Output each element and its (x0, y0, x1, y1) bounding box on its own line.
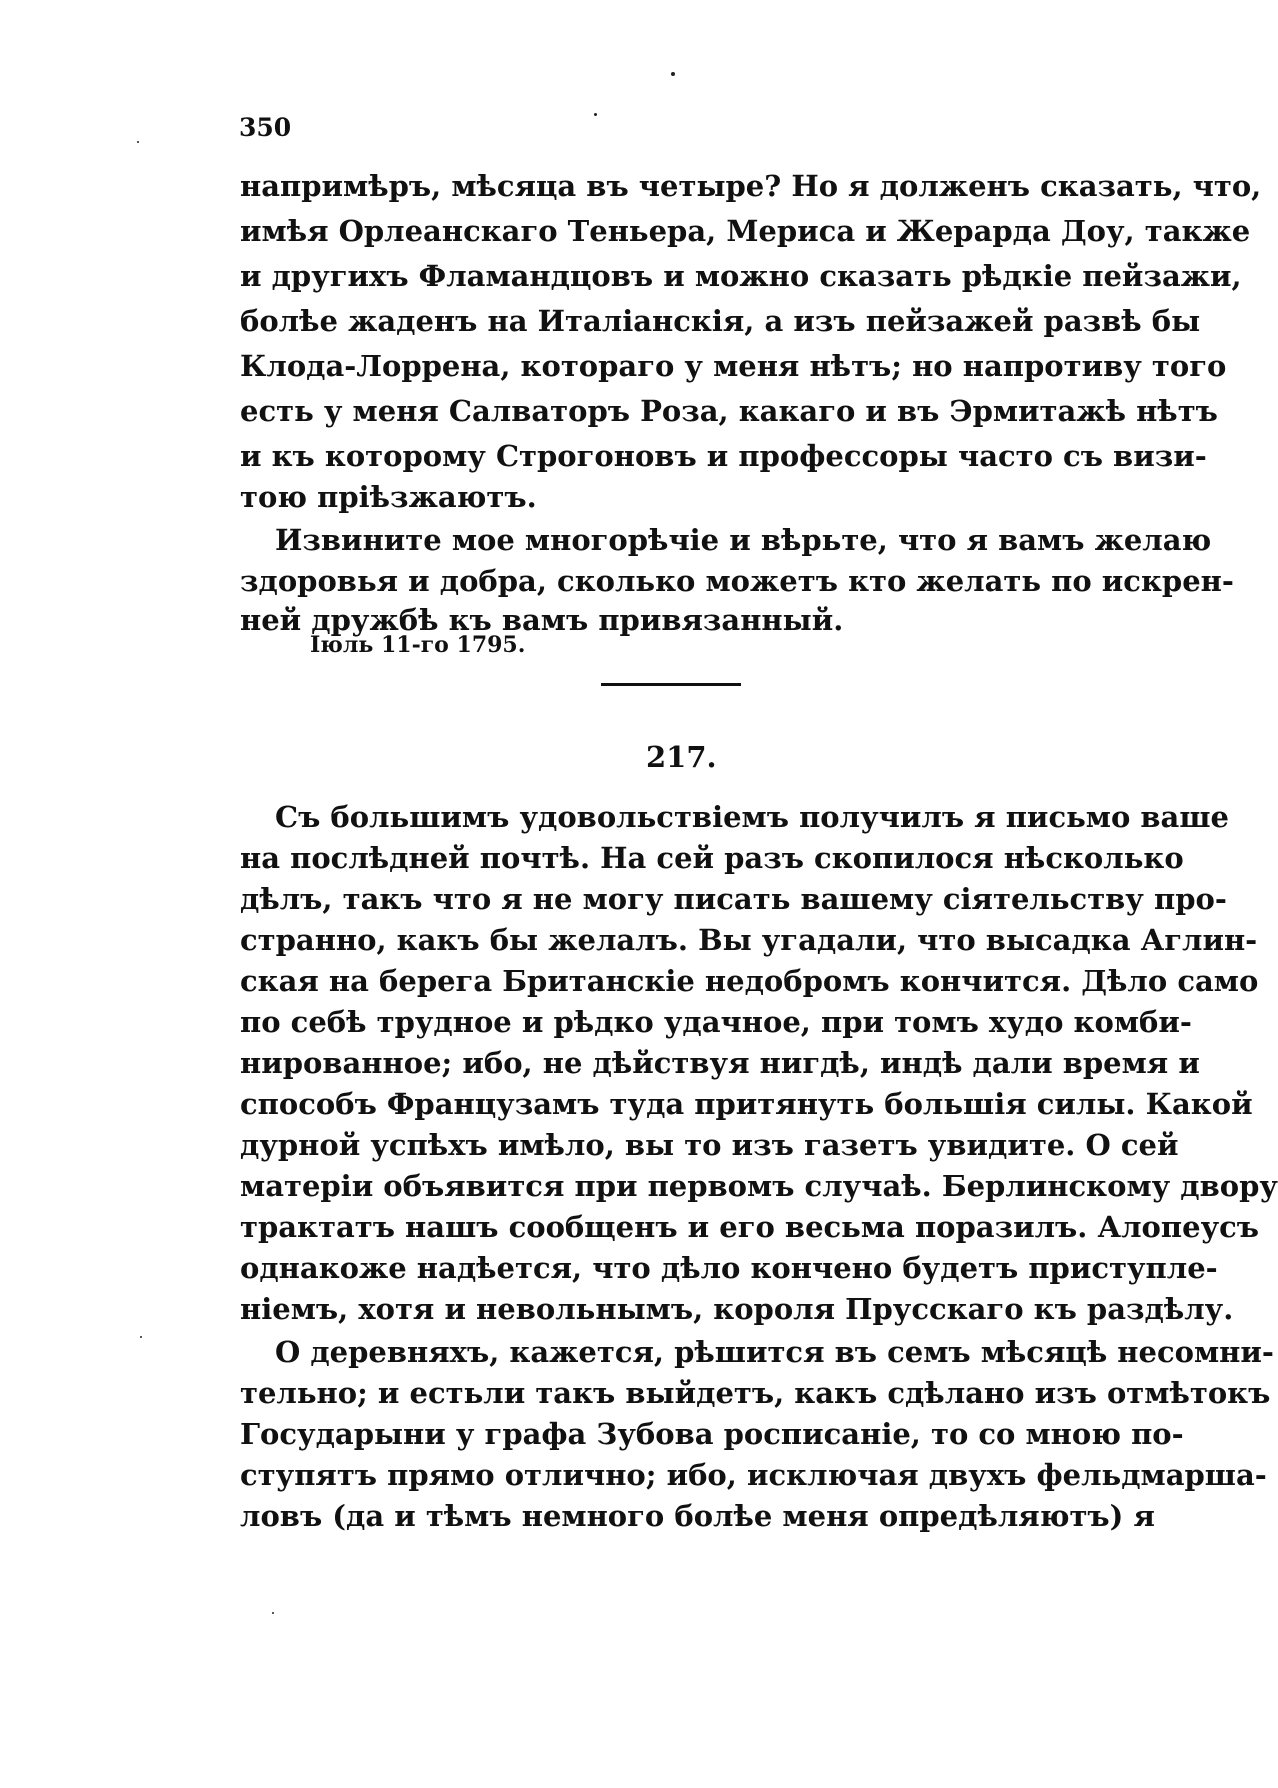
text-line: Извините мое многорѣчіе и вѣрьте, что я вамъ желаю (275, 523, 1212, 557)
scan-speck (671, 72, 675, 76)
text-line: Клода-Лоррена, котораго у меня нѣтъ; но напротиву того (240, 349, 1227, 383)
text-line: ступятъ прямо отлично; ибо, исключая двухъ фельдмарша- (240, 1458, 1267, 1492)
text-line: странно, какъ бы желалъ. Вы угадали, что высадка Аглин- (240, 923, 1258, 957)
text-line: О деревняхъ, кажется, рѣшится въ семъ мѣсяцѣ несомни- (275, 1335, 1274, 1369)
letter-number: 217. (646, 740, 717, 774)
text-line: ловъ (да и тѣмъ немного болѣе меня опредѣляютъ) я (240, 1499, 1155, 1533)
text-line: болѣе жаденъ на Италіанскія, а изъ пейзажей развѣ бы (240, 304, 1201, 338)
letter-date: Іюль 11-го 1795. (310, 632, 526, 658)
text-line: дурной успѣхъ имѣло, вы то изъ газетъ увидите. О сей (240, 1128, 1179, 1162)
text-line: на послѣдней почтѣ. На сей разъ скопилося нѣсколько (240, 841, 1184, 875)
text-line: однакоже надѣется, что дѣло кончено будетъ приступле- (240, 1251, 1218, 1285)
text-line: нированное; ибо, не дѣйствуя нигдѣ, индѣ дали время и (240, 1046, 1200, 1080)
scan-speck (140, 1336, 142, 1338)
section-divider (601, 683, 741, 686)
page-number: 350 (239, 113, 292, 142)
text-line: здоровья и добра, сколько можетъ кто желать по искрен- (240, 564, 1234, 598)
text-line: имѣя Орлеанскаго Теньера, Мериса и Жерарда Доу, также (240, 214, 1251, 248)
text-line: Государыни у графа Зубова росписаніе, то со мною по- (240, 1417, 1184, 1451)
text-line: ніемъ, хотя и невольнымъ, короля Прусскаго къ раздѣлу. (240, 1292, 1234, 1326)
text-line: ская на берега Британскіе недобромъ кончится. Дѣло само (240, 964, 1259, 998)
text-line: трактатъ нашъ сообщенъ и его весьма поразилъ. Алопеусъ (240, 1210, 1260, 1244)
text-line: по себѣ трудное и рѣдко удачное, при томъ худо комби- (240, 1005, 1192, 1039)
text-line: матеріи объявится при первомъ случаѣ. Берлинскому двору (240, 1169, 1278, 1203)
text-line: напримѣръ, мѣсяца въ четыре? Но я долженъ сказать, что, (240, 169, 1262, 203)
text-line: дѣлъ, такъ что я не могу писать вашему сіятельству про- (240, 882, 1227, 916)
text-line: тельно; и естьли такъ выйдетъ, какъ сдѣлано изъ отмѣтокъ (240, 1376, 1271, 1410)
text-line: способъ Французамъ туда притянуть большія силы. Какой (240, 1087, 1253, 1121)
text-line: тою пріѣзжаютъ. (240, 480, 537, 514)
text-line: и другихъ Фламандцовъ и можно сказать рѣдкіе пейзажи, (240, 259, 1242, 293)
text-line: ней дружбѣ къ вамъ привязанный. (240, 603, 844, 637)
text-line: есть у меня Салваторъ Роза, какаго и въ Эрмитажѣ нѣтъ (240, 394, 1218, 428)
text-line: и къ которому Строгоновъ и профессоры часто съ визи- (240, 439, 1207, 473)
text-line: Съ большимъ удовольствіемъ получилъ я письмо ваше (275, 800, 1229, 834)
scan-speck (272, 1612, 274, 1614)
scan-speck (594, 113, 597, 116)
scan-speck (137, 141, 139, 143)
